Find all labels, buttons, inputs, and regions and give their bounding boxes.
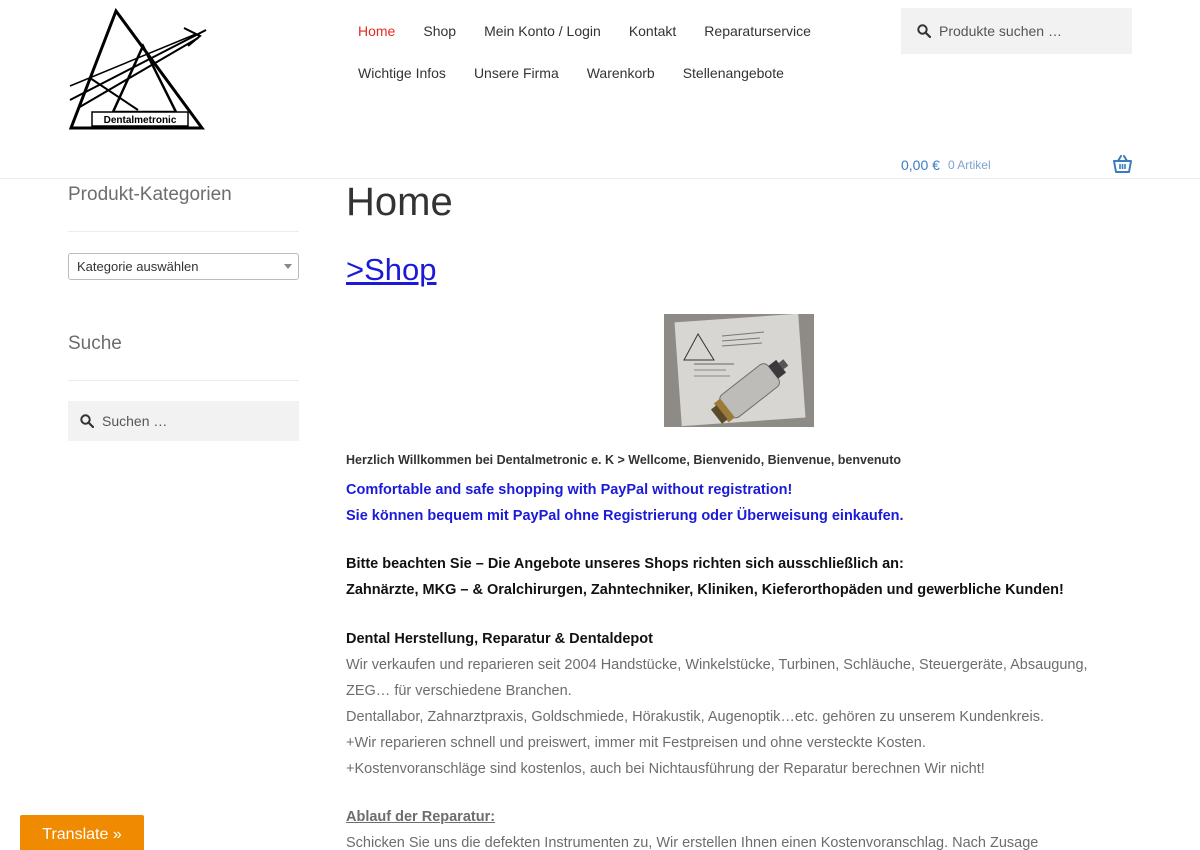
site-logo[interactable] — [68, 8, 210, 132]
category-select-value: Kategorie auswählen — [77, 259, 199, 274]
cart-item-count[interactable]: 0 Artikel — [947, 158, 991, 172]
repair-process — [346, 804, 1146, 850]
description-line-4: +Wir reparieren schnell und preiswert, immer mit Festpreisen und ohne versteckte Kosten. — [346, 735, 926, 751]
nav-cart[interactable]: Warenkorb — [586, 65, 655, 81]
description-line-3: Dentallabor, Zahnarztpraxis, Goldschmiede, Hörakustik, Augenoptik…etc. gehören zu unserem Kundenkreis. — [346, 709, 1044, 725]
basket-icon[interactable] — [1113, 155, 1132, 173]
company-description — [346, 626, 1146, 782]
nav-repair-service[interactable]: Reparaturservice — [704, 23, 811, 39]
nav-company[interactable]: Unsere Firma — [473, 65, 559, 81]
description-line-1: Wir verkaufen und reparieren seit 2004 Handstücke, Winkelstücke, Turbinen, Schläuche, Steuergeräte, Absaugung, — [346, 657, 1088, 673]
nav-shop[interactable]: Shop — [423, 23, 457, 39]
repair-text: Schicken Sie uns die defekten Instrumenten zu, Wir erstellen Ihnen einen Kostenvoranschlag. Nach Zusage — [346, 835, 1039, 850]
header-divider — [0, 178, 1200, 179]
repair-heading: Ablauf der Reparatur: — [346, 809, 496, 825]
nav-row-1 — [344, 10, 884, 52]
sidebar-search-placeholder: Suchen … — [102, 413, 168, 429]
primary-navigation — [344, 10, 884, 94]
paypal-english: Comfortable and safe shopping with PayPal without registration! — [346, 482, 793, 498]
customer-notice-line-1: Bitte beachten Sie – Die Angebote unseres Shops richten sich ausschließlich an: — [346, 556, 904, 572]
nav-row-2 — [344, 52, 884, 94]
shop-link[interactable]: >Shop — [346, 252, 437, 287]
sidebar-search-input[interactable] — [68, 401, 299, 441]
description-line-5: +Kostenvoranschläge sind kostenlos, auch bei Nichtausführung der Reparatur berechnen Wir nicht! — [346, 761, 985, 777]
search-icon — [80, 414, 94, 428]
search-icon — [917, 24, 931, 38]
paypal-german: Sie können bequem mit PayPal ohne Registrierung oder Überweisung einkaufen. — [346, 508, 904, 524]
nav-account-login[interactable]: Mein Konto / Login — [484, 23, 601, 39]
paypal-notice — [346, 477, 1146, 529]
categories-widget-title: Produkt-Kategorien — [68, 184, 232, 205]
nav-contact[interactable]: Kontakt — [628, 23, 677, 39]
cart-amount[interactable]: 0,00 € — [901, 157, 940, 173]
page-title: Home — [346, 180, 453, 224]
section-heading: Dental Herstellung, Reparatur & Dentaldepot — [346, 631, 653, 647]
customer-notice-line-2: Zahnärzte, MKG – & Oralchirurgen, Zahntechniker, Kliniken, Kieferorthopäden und gewerbliche Kunden! — [346, 582, 1064, 598]
chevron-down-icon — [284, 264, 292, 269]
nav-home[interactable]: Home — [358, 23, 396, 39]
nav-jobs[interactable]: Stellenangebote — [682, 65, 784, 81]
logo-text: Dentalmetronic — [103, 115, 177, 126]
search-divider — [68, 380, 299, 381]
description-line-2: ZEG… für verschiedene Branchen. — [346, 683, 572, 699]
nav-important-info[interactable]: Wichtige Infos — [358, 65, 446, 81]
category-select[interactable] — [68, 253, 299, 280]
categories-divider — [68, 231, 299, 232]
welcome-text — [346, 447, 1146, 473]
customer-notice — [346, 551, 1146, 603]
search-widget-title: Suche — [68, 333, 122, 354]
product-search-input[interactable] — [901, 8, 1132, 54]
translate-button[interactable]: Translate » — [20, 815, 144, 850]
product-search-placeholder: Produkte suchen … — [939, 23, 1062, 39]
product-image[interactable] — [664, 314, 814, 427]
welcome-line: Herzlich Willkommen bei Dentalmetronic e. K > Wellcome, Bienvenido, Bienvenue, benvenuto — [346, 453, 901, 467]
header-cart[interactable] — [901, 152, 1132, 178]
